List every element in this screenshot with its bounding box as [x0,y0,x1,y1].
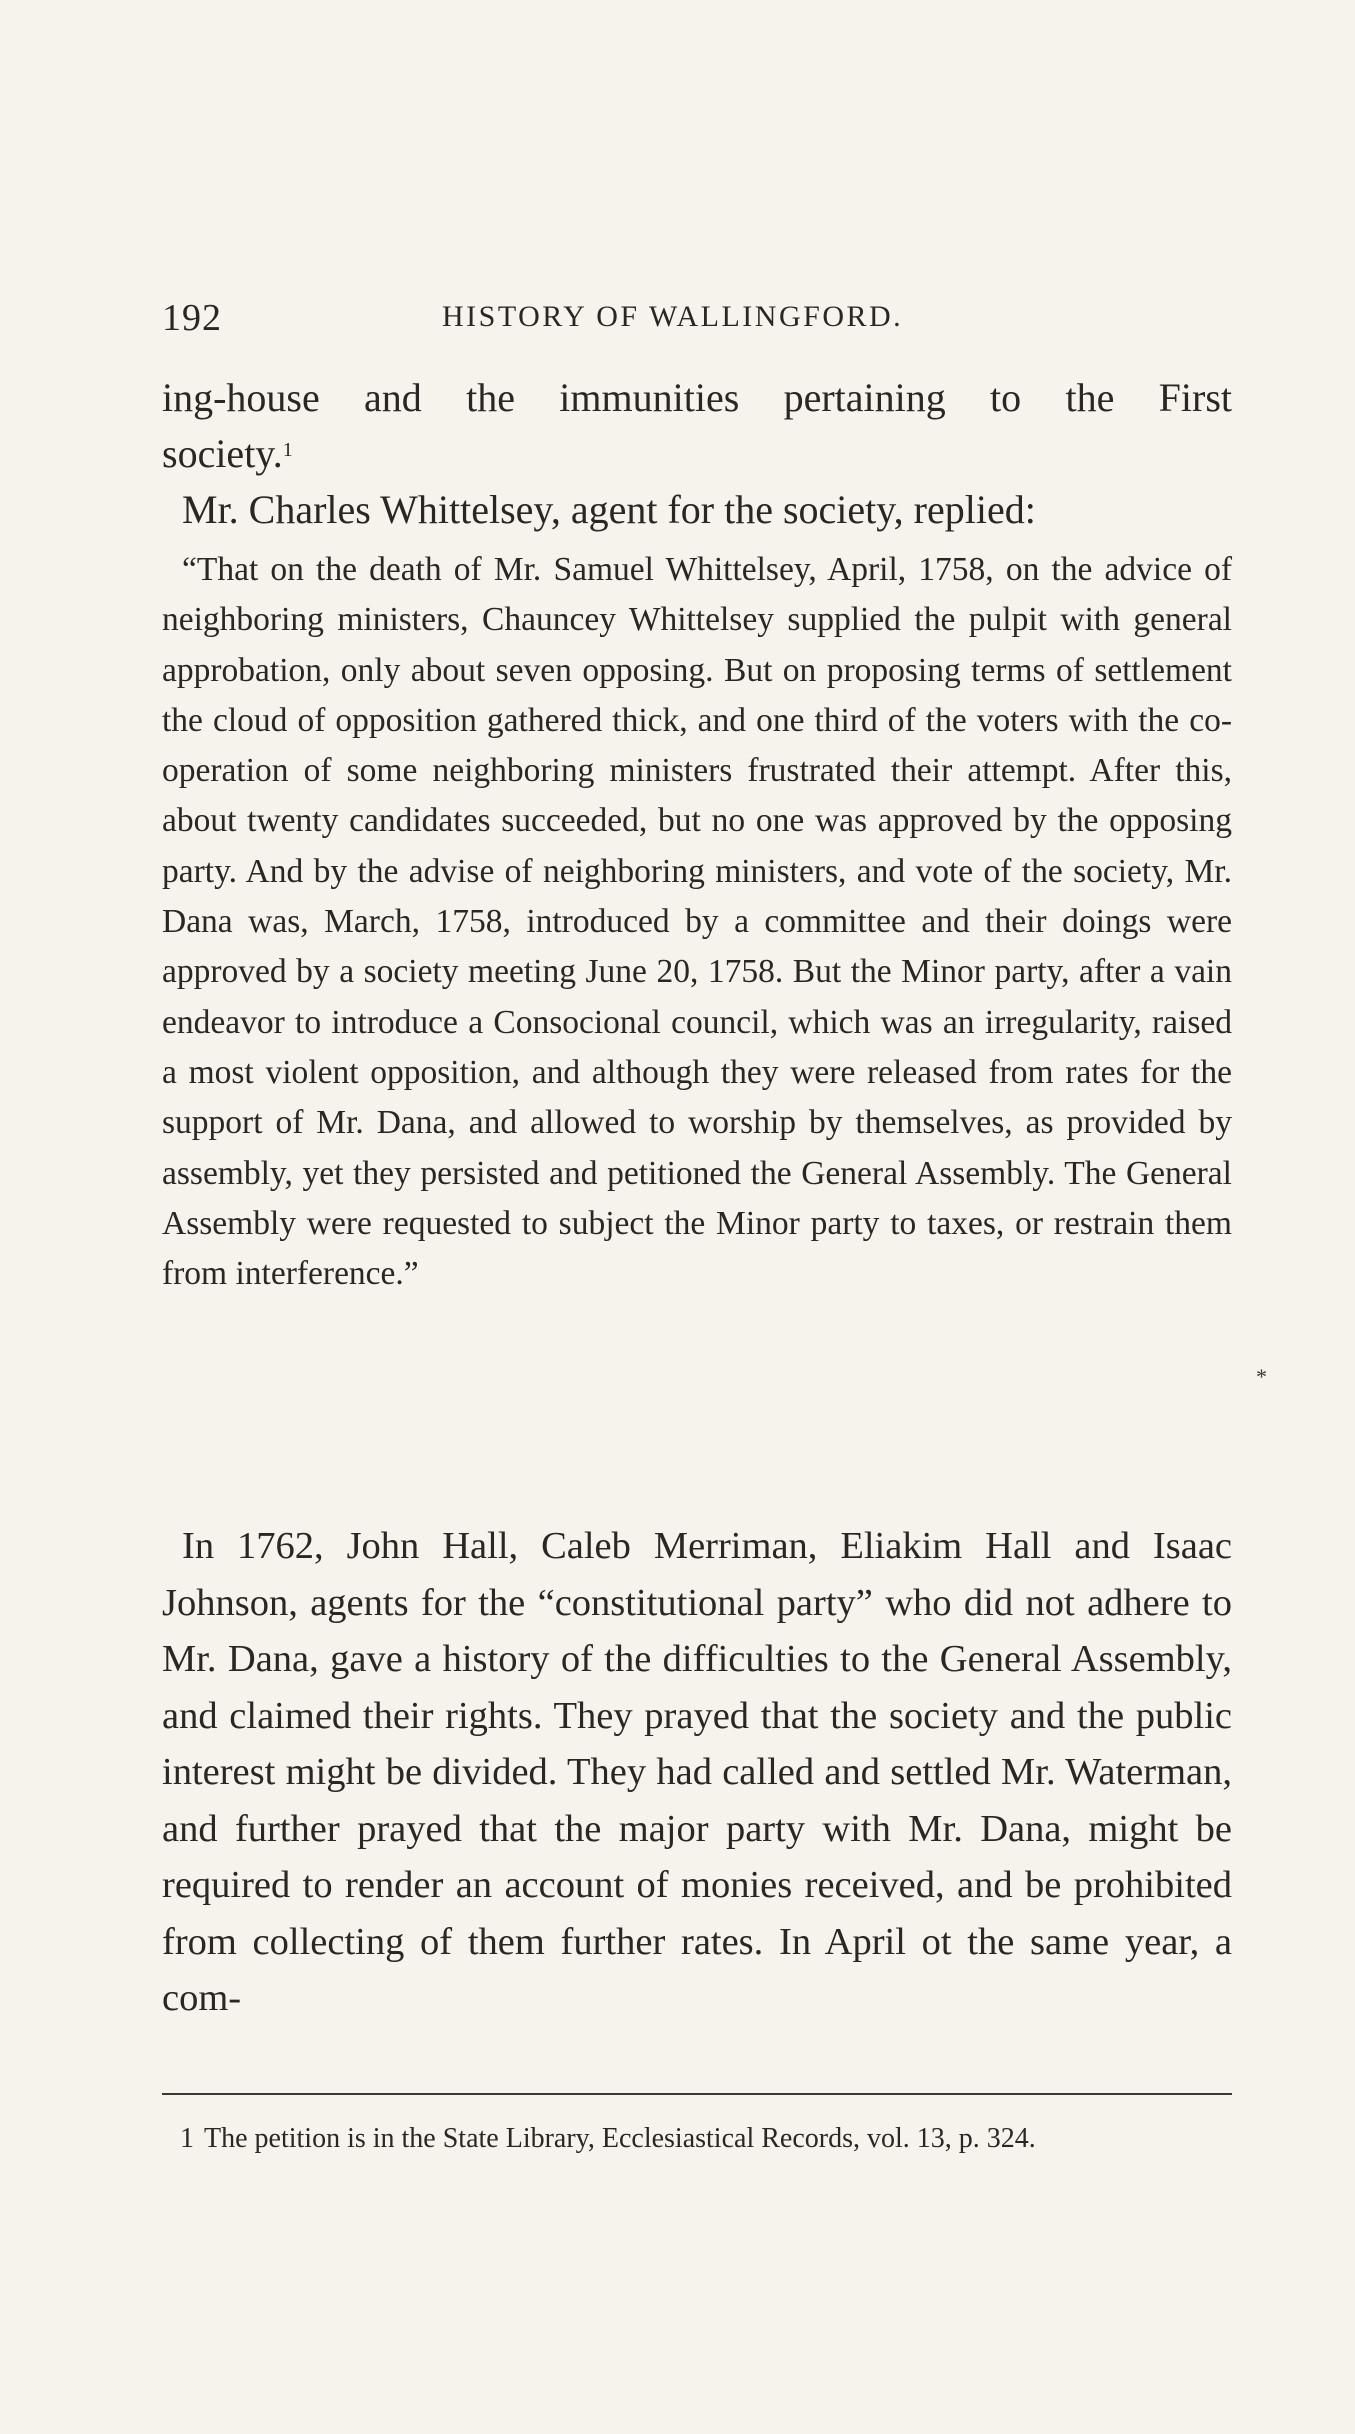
footnote [162,2118,1232,2160]
paragraph-2-text: Mr. Charles Whittelsey, agent for the society, replied: [182,487,1036,532]
paragraph-3-text: In 1762, John Hall, Caleb Merriman, Eliakim Hall and Isaac Johnson, agents for the “constitutional party” who did not adhere to Mr. Dana, gave a history of the difficulties to the General Assembly, and claimed their rights. They prayed that the society and the public interest might be divided. They had called and settled Mr. Waterman, and further prayed that the major party with Mr. Dana, might be required to render an account of monies received, and be prohibited from collecting of them further rates. In April ot the same year, a com- [162,1525,1232,2019]
quoted-reply-text: “That on the death of Mr. Samuel Whittelsey, April, 1758, on the advice of neighboring ministers, Chauncey Whittelsey supplied the pulpit with general approbation, only about seven opposing. But on proposing terms of settlement the cloud of opposition gathered thick, and one third of the voters with the co-operation of some neighboring ministers frustrated their attempt. After this, about twenty candidates succeeded, but no one was approved by the opposing party. And by the advise of neighboring ministers, and vote of the society, Mr. Dana was, March, 1758, introduced by a committee and their doings were approved by a society meeting June 20, 1758. But the Minor party, after a vain endeavor to introduce a Consocional council, which was an irregularity, raised a most violent opposition, and although they were released from rates for the support of Mr. Dana, and allowed to worship by themselves, as provided by assembly, yet they persisted and petitioned the General Assembly. The General Assembly were requested to subject the Minor party to taxes, or restrain them from interference.” [162,551,1232,1293]
paragraph-1-line-1 [162,370,1232,426]
footnote-number: 1 [180,2123,194,2154]
paragraph-2 [162,482,1232,538]
quoted-reply [162,545,1232,1299]
footnote-reference: 1 [282,439,293,461]
footnote-rule [162,2093,1232,2095]
paragraph-3 [162,1518,1232,2027]
running-head: HISTORY OF WALLINGFORD. [442,300,904,333]
margin-mark: * [1256,1364,1267,1389]
paragraph-1-text-1: ing-house and the immunities pertaining to the First [162,375,1232,420]
page-number: 192 [162,297,222,339]
paragraph-1-line-2 [162,426,1232,482]
page-header [162,296,1232,346]
footnote-text: The petition is in the State Library, Ecclesiastical Records, vol. 13, p. 324. [204,2123,1036,2154]
paragraph-1-text-2: society. [162,431,283,476]
